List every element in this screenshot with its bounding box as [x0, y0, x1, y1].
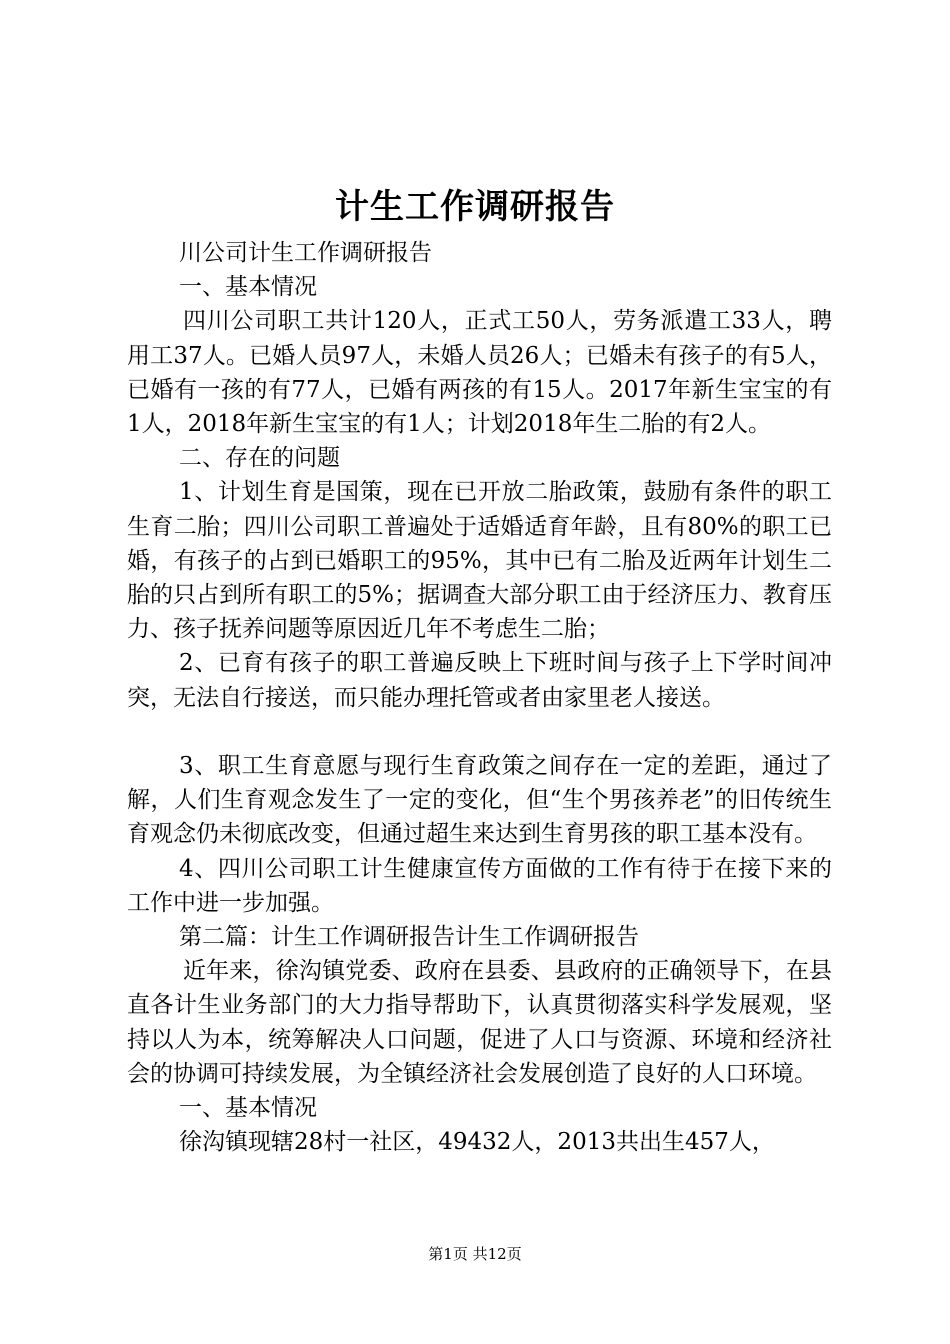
section-heading-problems: 二、存在的问题	[179, 445, 340, 472]
paragraph-problem-4: 4、四川公司职工计生健康宣传方面做的工作有待于在接下来的工作中进一步加强。	[127, 855, 832, 916]
document-title: 计生工作调研报告	[335, 187, 615, 227]
paragraph-basic-info: 四川公司职工共计120人，正式工50人，劳务派遣工33人，聘用工37人。已婚人员97人，未婚人员26人；已婚未有孩子的有5人，已婚有一孩的有77人，已婚有两孩的有15人。2017年新生宝宝的有1人，2018年新生宝宝的有1人；计划2018年生二胎的有2人。	[127, 308, 832, 438]
section-heading-basic: 一、基本情况	[179, 274, 317, 301]
paragraph-problem-2: 2、已育有孩子的职工普遍反映上下班时间与孩子上下学时间冲突，无法自行接送，而只能办理托管或者由家里老人接送。	[127, 650, 832, 711]
paragraph-second-intro: 近年来，徐沟镇党委、政府在县委、县政府的正确领导下，在县直各计生业务部门的大力指导帮助下，认真贯彻落实科学发展观，坚持以人为本，统筹解决人口问题，促进了人口与资源、环境和经济社会的协调可持续发展，为全镇经济社会发展创造了良好的人口环境。	[127, 958, 832, 1087]
paragraph-problem-3: 3、职工生育意愿与现行生育政策之间存在一定的差距，通过了解，人们生育观念发生了一定的变化，但“生个男孩养老”的旧传统生育观念仍未彻底改变，但通过超生来达到生育男孩的职工基本没有。	[127, 753, 832, 848]
page-footer: 第1页 共12页	[428, 1245, 522, 1263]
paragraph-problem-1: 1、计划生育是国策，现在已开放二胎政策，鼓励有条件的职工生育二胎；四川公司职工普遍处于适婚适育年龄，且有80%的职工已婚，有孩子的占到已婚职工的95%，其中已有二胎及近两年计划生二胎的只占到所有职工的5%；据调查大部分职工由于经济压力、教育压力、孩子抚养问题等原因近几年不考虑生二胎；	[127, 479, 832, 643]
section-heading-second-article: 第二篇：计生工作调研报告计生工作调研报告	[179, 924, 639, 951]
blank-line	[127, 715, 832, 749]
document-body	[127, 236, 832, 1159]
paragraph-subtitle: 川公司计生工作调研报告	[179, 240, 432, 266]
paragraph-xugou-info: 徐沟镇现辖28村一社区，49432人，2013共出生457人，	[179, 1129, 775, 1156]
section-heading-basic-2: 一、基本情况	[179, 1095, 317, 1122]
